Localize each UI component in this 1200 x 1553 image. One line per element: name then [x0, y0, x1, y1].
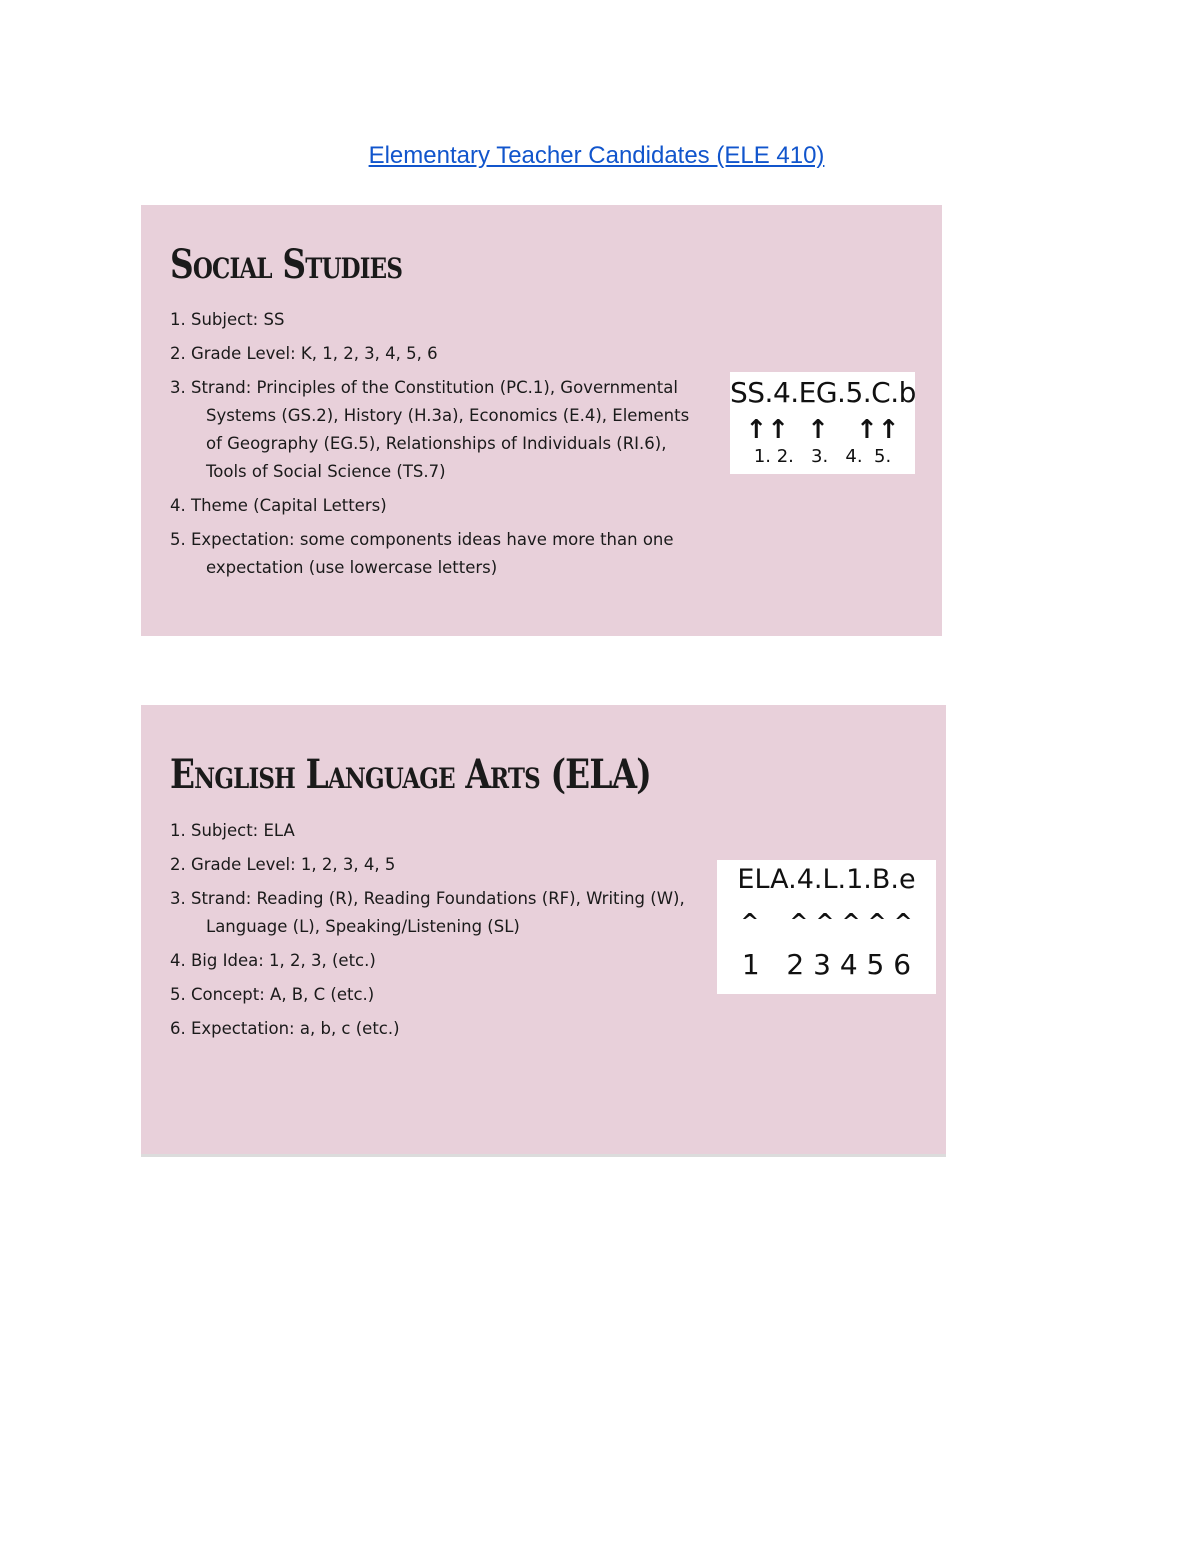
standard-code-diagram [730, 372, 915, 474]
standard-code-diagram [717, 860, 936, 994]
arrow-up-icons: ↑↑ ↑ ↑↑ [745, 415, 900, 445]
slide-heading: English Language Arts (ELA) [170, 751, 651, 798]
list-item: 5. Expectation: some components ideas have more than one expectation (use lowercase letters) [170, 530, 674, 577]
ela-slide [141, 705, 946, 1157]
list-item: 3. Strand: Principles of the Constitution (PC.1), Governmental Systems (GS.2), History (H.3a), Economics (E.4), Elements of Geography (EG.5), Relationships of Individuals (RI.6), Tools of Social Science (TS.7) [170, 378, 690, 481]
list-item: 3. Strand: Reading (R), Reading Foundations (RF), Writing (W), Language (L), Speaking/Listening (SL) [170, 889, 685, 936]
list-item: 5. Concept: A, B, C (etc.) [170, 985, 375, 1004]
standards-list [170, 817, 690, 1049]
social-studies-slide [141, 205, 942, 636]
list-item: 1. Subject: ELA [170, 821, 295, 840]
list-item: 4. Big Idea: 1, 2, 3, (etc.) [170, 951, 376, 970]
list-item: 2. Grade Level: K, 1, 2, 3, 4, 5, 6 [170, 344, 438, 363]
code-part-numbers: 1 2 3 4 5 6 [741, 948, 912, 981]
list-item: 1. Subject: SS [170, 310, 285, 329]
list-item: 6. Expectation: a, b, c (etc.) [170, 1019, 400, 1038]
document-title-link[interactable]: Elementary Teacher Candidates (ELE 410) [368, 142, 825, 169]
standard-code: SS.4.EG.5.C.b [730, 376, 916, 409]
code-part-numbers: 1. 2. 3. 4. 5. [753, 446, 892, 467]
standards-list [170, 306, 690, 588]
standard-code: ELA.4.L.1.B.e [737, 864, 916, 895]
caret-icons: ^ ^ ^ ^ ^ ^ [740, 910, 913, 935]
slide-heading: Social Studies [170, 241, 403, 288]
list-item: 2. Grade Level: 1, 2, 3, 4, 5 [170, 855, 396, 874]
list-item: 4. Theme (Capital Letters) [170, 496, 387, 515]
